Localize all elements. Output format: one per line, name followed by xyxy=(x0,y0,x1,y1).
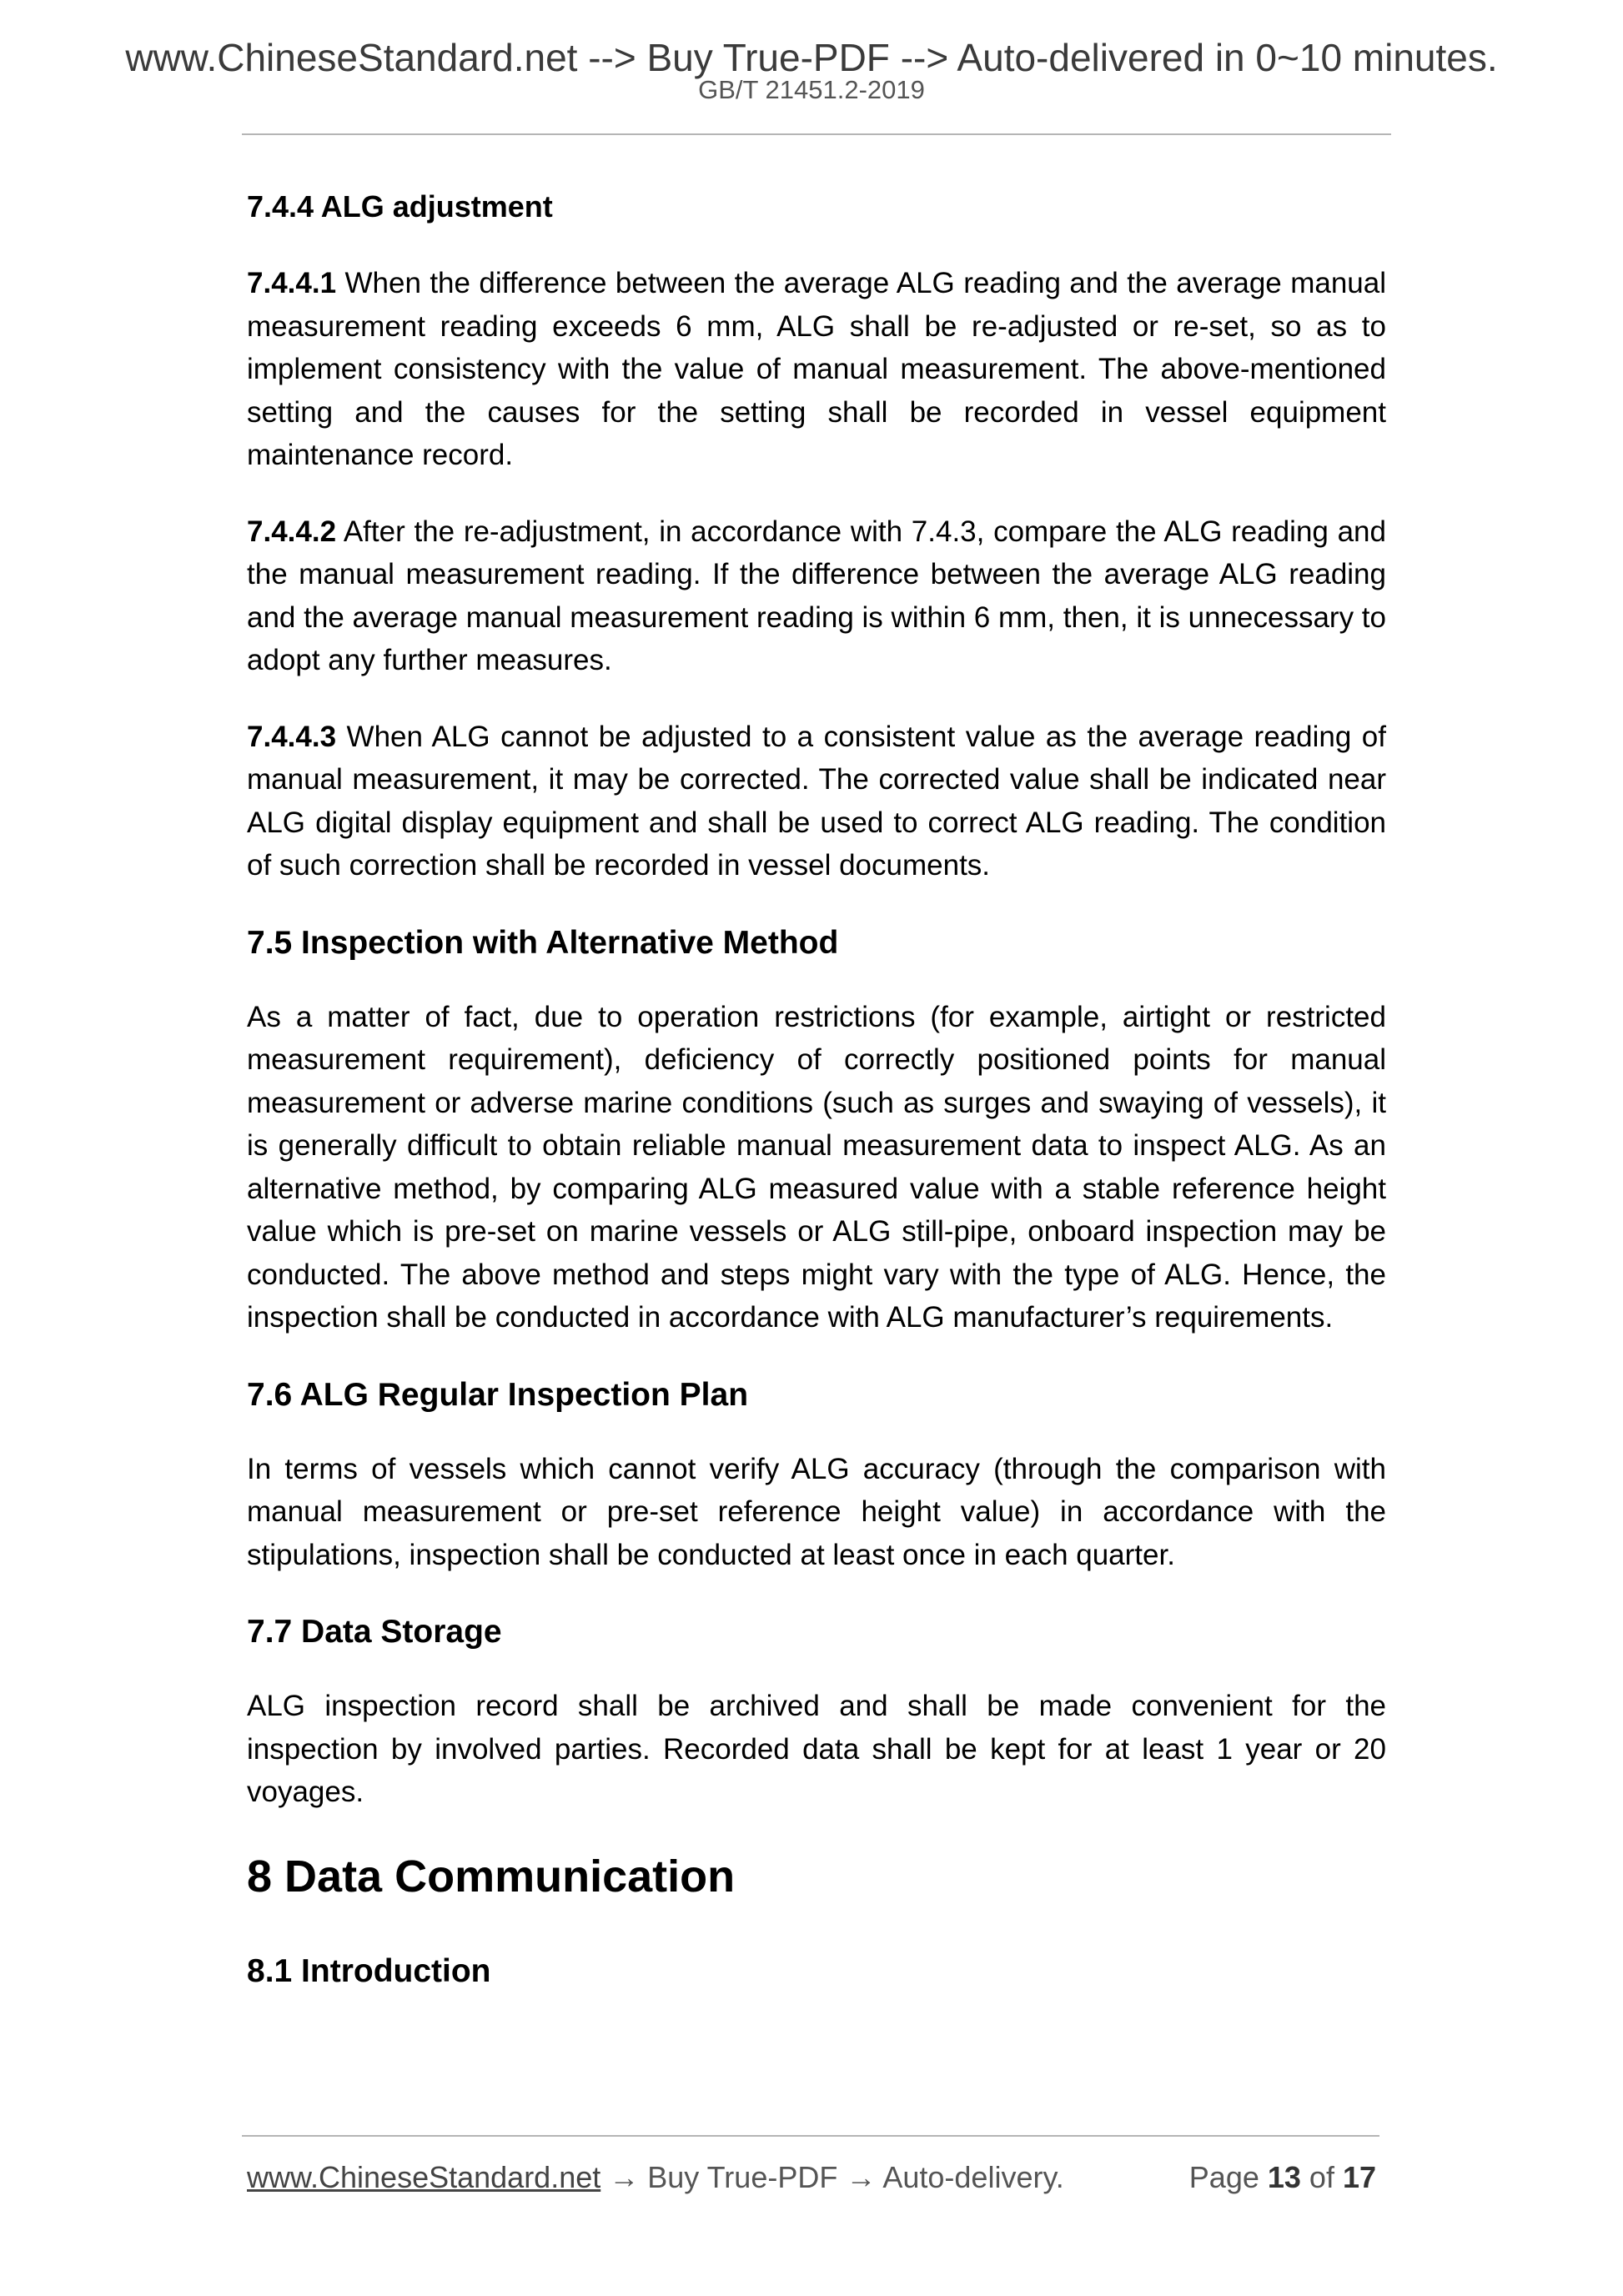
section-7-7-text: ALG inspection record shall be archived and shall be made convenient for the inspection by involved parties. Recorded data shall be kept for at least 1 year or 20 voyages. xyxy=(247,1690,1386,1808)
page-footer xyxy=(247,2158,1379,2198)
page-label: Page xyxy=(1188,2160,1268,2194)
footer-arrow-icon: → xyxy=(837,2160,883,2194)
footer-buy-text: Buy True-PDF xyxy=(647,2160,838,2194)
clause-7-4-4-3 xyxy=(247,716,1386,887)
clause-number: 7.4.4.1 xyxy=(247,267,337,299)
footer-divider xyxy=(242,2135,1379,2137)
section-heading-7-4-4: 7.4.4 ALG adjustment xyxy=(247,189,553,224)
top-banner: www.ChineseStandard.net --> Buy True-PDF --> Auto-delivered in 0~10 minutes. xyxy=(125,36,1498,79)
footer-arrow-icon: → xyxy=(600,2160,648,2194)
clause-number: 7.4.4.3 xyxy=(247,720,337,753)
clause-text: When ALG cannot be adjusted to a consistent value as the average reading of manual measurement, it may be corrected. The corrected value shall be indicated near ALG digital display equipment and shall be used to correct ALG reading. The condition of such correction shall be recorded in vessel documents. xyxy=(247,720,1386,882)
document-code: GB/T 21451.2-2019 xyxy=(698,75,925,104)
total-pages: 17 xyxy=(1342,2160,1376,2194)
clause-7-4-4-1 xyxy=(247,262,1386,477)
section-heading-7-7: 7.7 Data Storage xyxy=(247,1614,502,1650)
footer-site-link[interactable]: www.ChineseStandard.net xyxy=(247,2160,601,2194)
clause-text: After the re-adjustment, in accordance with 7.4.3, compare the ALG reading and the manual measurement reading. If the difference between the average ALG reading and the average manual measurement reading is within 6 mm, then, it is unnecessary to adopt any further measures. xyxy=(247,515,1386,676)
clause-number: 7.4.4.2 xyxy=(247,515,337,548)
chapter-heading-8: 8 Data Communication xyxy=(247,1851,736,1902)
section-7-5-text: As a matter of fact, due to operation restrictions (for example, airtight or restricted measurement requirement), deficiency of correctly positioned points for manual measurement or adverse marine conditions (such as surges and swaying of vessels), it is generally difficult to obtain reliable manual measurement data to inspect ALG. As an alternative method, by comparing ALG measured value with a stable reference height value which is pre-set on marine vessels or ALG still-pipe, onboard inspection may be conducted. The above method and steps might vary with the type of ALG. Hence, the inspection shall be conducted in accordance with ALG manufacturer’s requirements. xyxy=(247,1000,1386,1334)
page-content xyxy=(247,185,1386,2024)
clause-7-4-4-2 xyxy=(247,510,1386,682)
of-label: of xyxy=(1300,2160,1343,2194)
section-7-6-text: In terms of vessels which cannot verify ALG accuracy (through the comparison with manual measurement or pre-set reference height value) in accordance with the stipulations, inspection shall be conducted at least once in each quarter. xyxy=(247,1452,1386,1571)
clause-text: When the difference between the average ALG reading and the average manual measurement reading exceeds 6 mm, ALG shall be re-adjusted or re-set, so as to implement consistency with the value of manual measurement. The above-mentioned setting and the causes for the setting shall be recorded in vessel equipment maintenance record. xyxy=(247,267,1386,471)
page-number xyxy=(1189,2158,1376,2198)
section-heading-8-1: 8.1 Introduction xyxy=(247,1952,491,1989)
section-heading-7-6: 7.6 ALG Regular Inspection Plan xyxy=(247,1376,749,1413)
current-page: 13 xyxy=(1267,2160,1301,2194)
footer-delivery-text: Auto-delivery. xyxy=(882,2160,1064,2194)
section-heading-7-5: 7.5 Inspection with Alternative Method xyxy=(247,924,839,961)
header-divider xyxy=(242,133,1391,135)
